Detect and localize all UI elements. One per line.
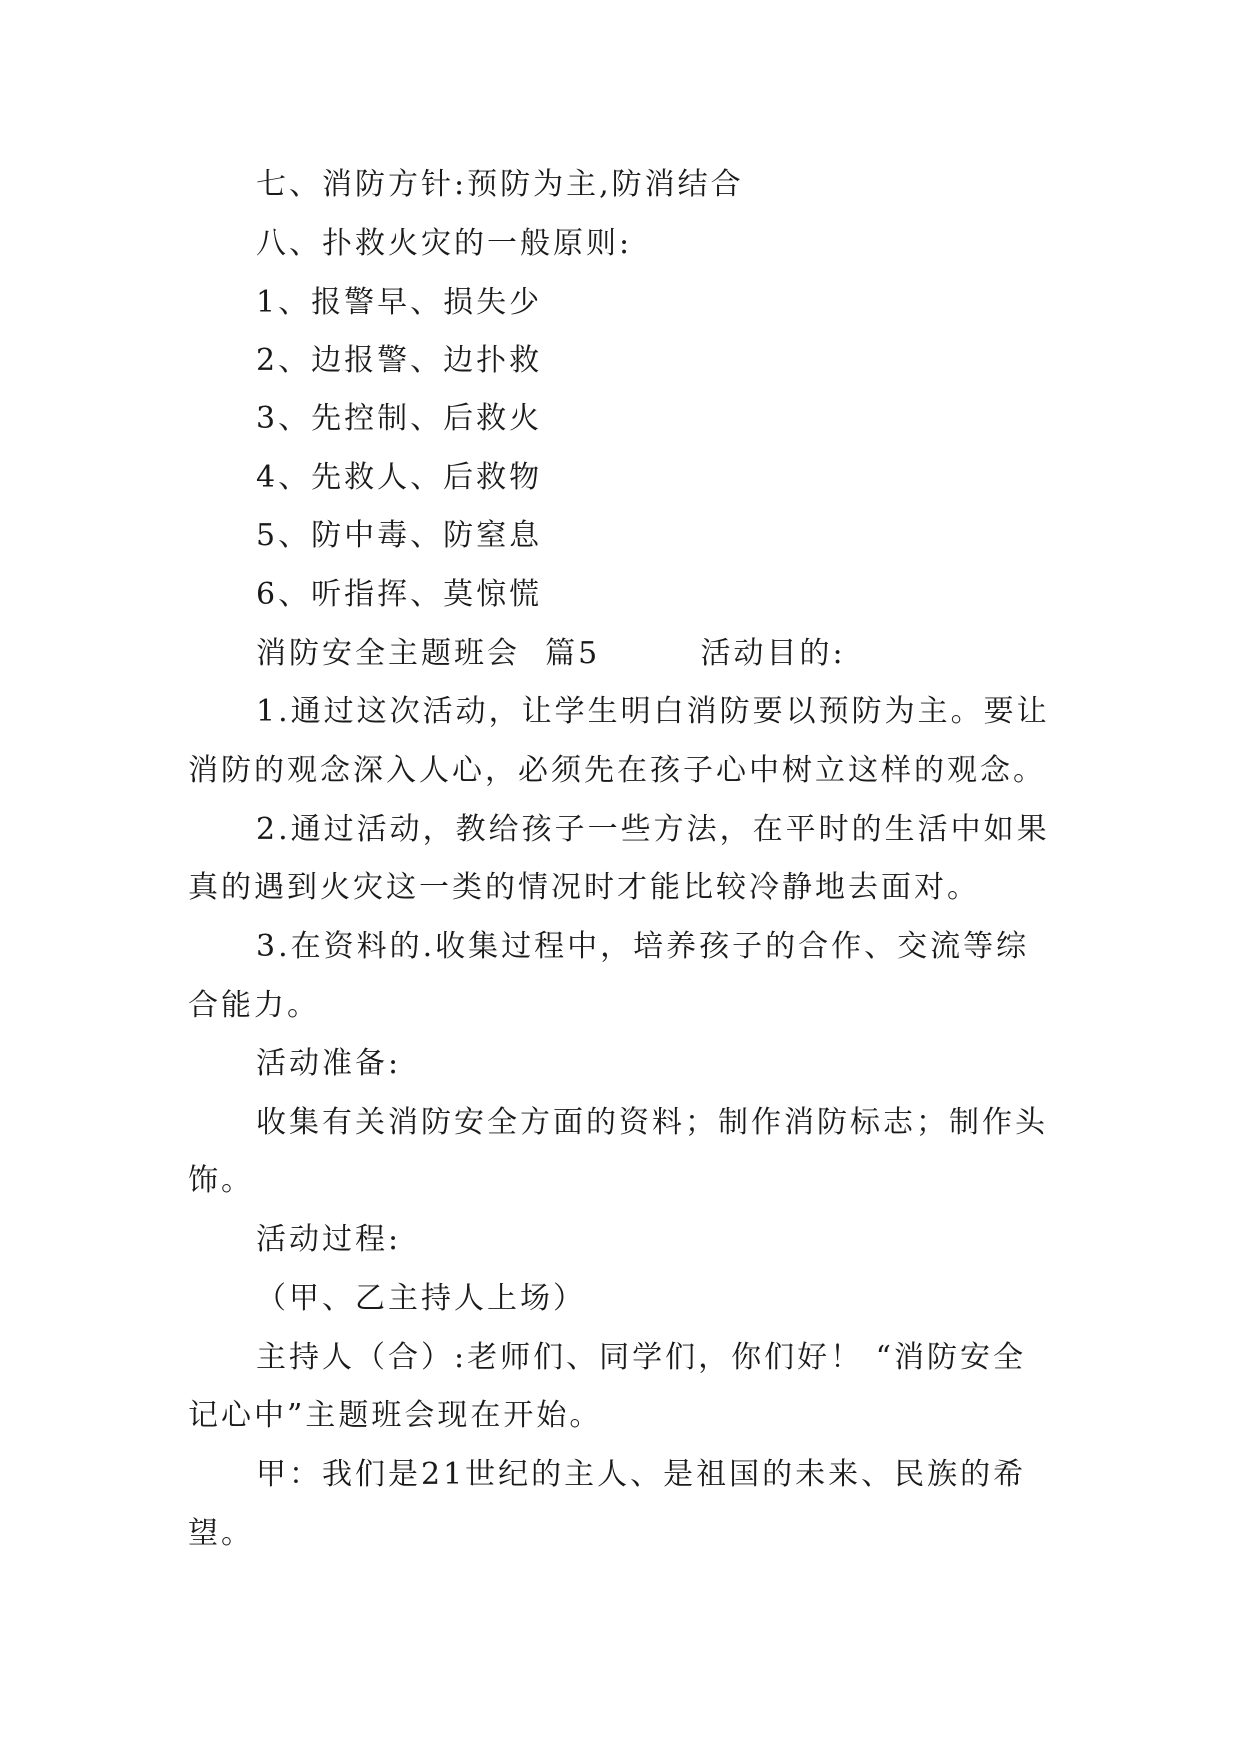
text-line-goal-2a: 2.通过活动，教给孩子一些方法，在平时的生活中如果: [256, 812, 1050, 847]
text-line-principles-heading: 八、扑救火灾的一般原则:: [256, 226, 633, 261]
text-line-opening-b: 记心中”主题班会现在开始。: [188, 1398, 603, 1433]
text-line-principle-4: 4、先救人、后救物: [256, 460, 543, 495]
text-line-policy: 七、消防方针:预防为主,防消结合: [256, 167, 744, 202]
text-line-preparation-b: 饰。: [188, 1163, 254, 1198]
section-heading: 消防安全主题班会 篇5 活动目的:: [256, 636, 846, 671]
text-line-goal-3b: 合能力。: [188, 988, 320, 1023]
text-line-opening-a: 主持人（合）:老师们、同学们，你们好！ “消防安全: [256, 1340, 1026, 1375]
text-line-principle-1: 1、报警早、损失少: [256, 285, 543, 320]
text-line-goal-3a: 3.在资料的.收集过程中，培养孩子的合作、交流等综: [256, 929, 1030, 964]
text-line-goal-1b: 消防的观念深入人心，必须先在孩子心中树立这样的观念。: [188, 753, 1046, 788]
text-line-principle-3: 3、先控制、后救火: [256, 401, 543, 436]
text-line-process-heading: 活动过程:: [256, 1222, 402, 1257]
text-line-preparation-a: 收集有关消防安全方面的资料；制作消防标志；制作头: [256, 1105, 1048, 1140]
text-line-principle-5: 5、防中毒、防窒息: [256, 518, 543, 553]
text-line-principle-2: 2、边报警、边扑救: [256, 343, 543, 378]
text-line-goal-2b: 真的遇到火灾这一类的情况时才能比较冷静地去面对。: [188, 870, 980, 905]
text-line-jia-b: 望。: [188, 1516, 254, 1551]
text-line-principle-6: 6、听指挥、莫惊慌: [256, 577, 543, 612]
text-line-hosts-enter: （甲、乙主持人上场）: [256, 1281, 586, 1316]
text-line-preparation-heading: 活动准备:: [256, 1046, 402, 1081]
text-line-goal-1a: 1.通过这次活动，让学生明白消防要以预防为主。要让: [256, 694, 1050, 729]
text-line-jia-a: 甲：我们是21世纪的主人、是祖国的未来、民族的希: [256, 1457, 1027, 1492]
